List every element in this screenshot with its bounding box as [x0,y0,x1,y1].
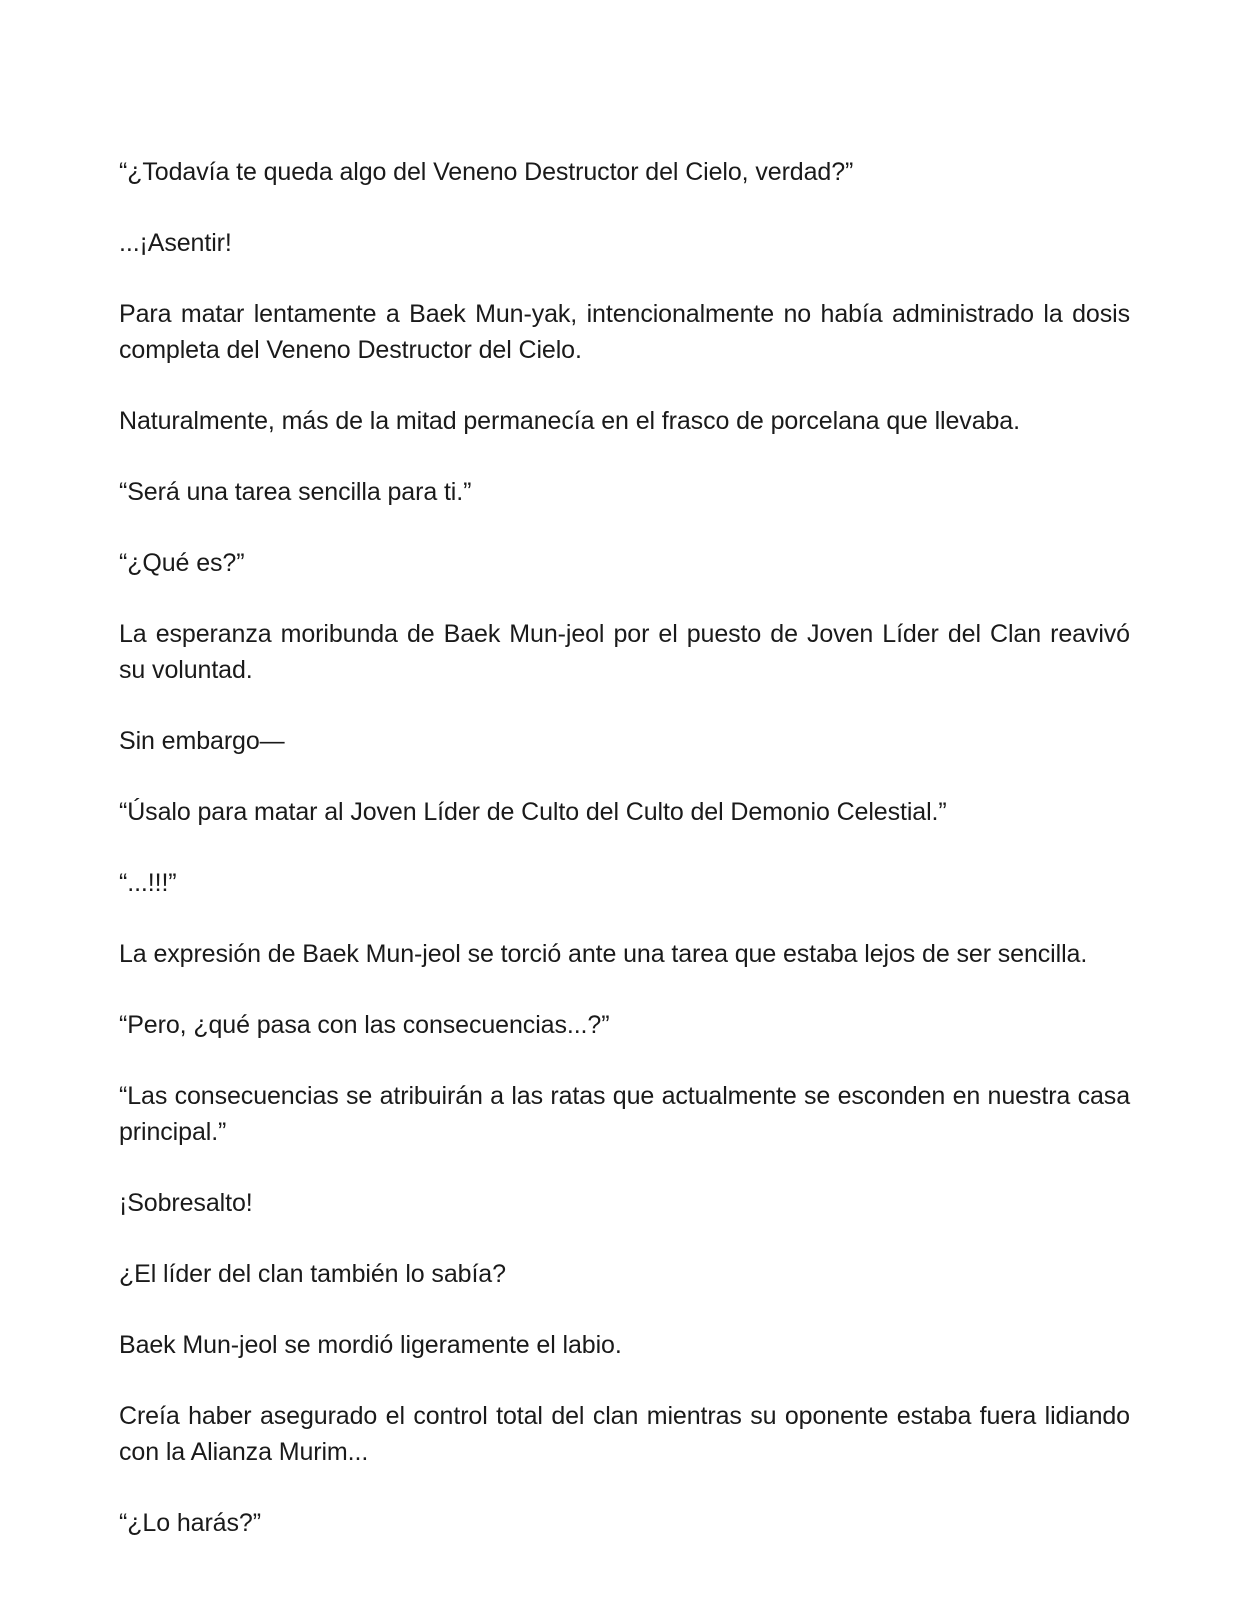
paragraph: ¡Sobresalto! [119,1189,253,1217]
paragraph: “Úsalo para matar al Joven Líder de Culto del Culto del Demonio Celestial.” [119,798,947,826]
paragraph: “Será una tarea sencilla para ti.” [119,478,472,506]
paragraph: “¿Todavía te queda algo del Veneno Destructor del Cielo, verdad?” [119,158,854,186]
paragraph: “¿Qué es?” [119,549,245,577]
paragraph: La expresión de Baek Mun-jeol se torció ante una tarea que estaba lejos de ser sencilla. [119,940,1088,968]
paragraph: “Pero, ¿qué pasa con las consecuencias...?” [119,1011,610,1039]
paragraph: Creía haber asegurado el control total del clan mientras su oponente estaba fuera lidiando con la Alianza Murim... [119,1402,1130,1466]
paragraph: “¿Lo harás?” [119,1509,261,1537]
paragraph: “Las consecuencias se atribuirán a las ratas que actualmente se esconden en nuestra casa principal.” [119,1082,1130,1146]
paragraph: Para matar lentamente a Baek Mun-yak, intencionalmente no había administrado la dosis completa del Veneno Destructor del Cielo. [119,300,1130,364]
paragraph: Naturalmente, más de la mitad permanecía en el frasco de porcelana que llevaba. [119,407,1020,435]
paragraph: La esperanza moribunda de Baek Mun-jeol por el puesto de Joven Líder del Clan reavivó su voluntad. [119,620,1130,684]
document-body [119,154,1130,1576]
paragraph: ¿El líder del clan también lo sabía? [119,1260,506,1288]
paragraph: Sin embargo— [119,727,285,755]
paragraph: Baek Mun-jeol se mordió ligeramente el labio. [119,1331,622,1359]
paragraph: ...¡Asentir! [119,229,232,257]
paragraph: “...!!!” [119,869,177,897]
